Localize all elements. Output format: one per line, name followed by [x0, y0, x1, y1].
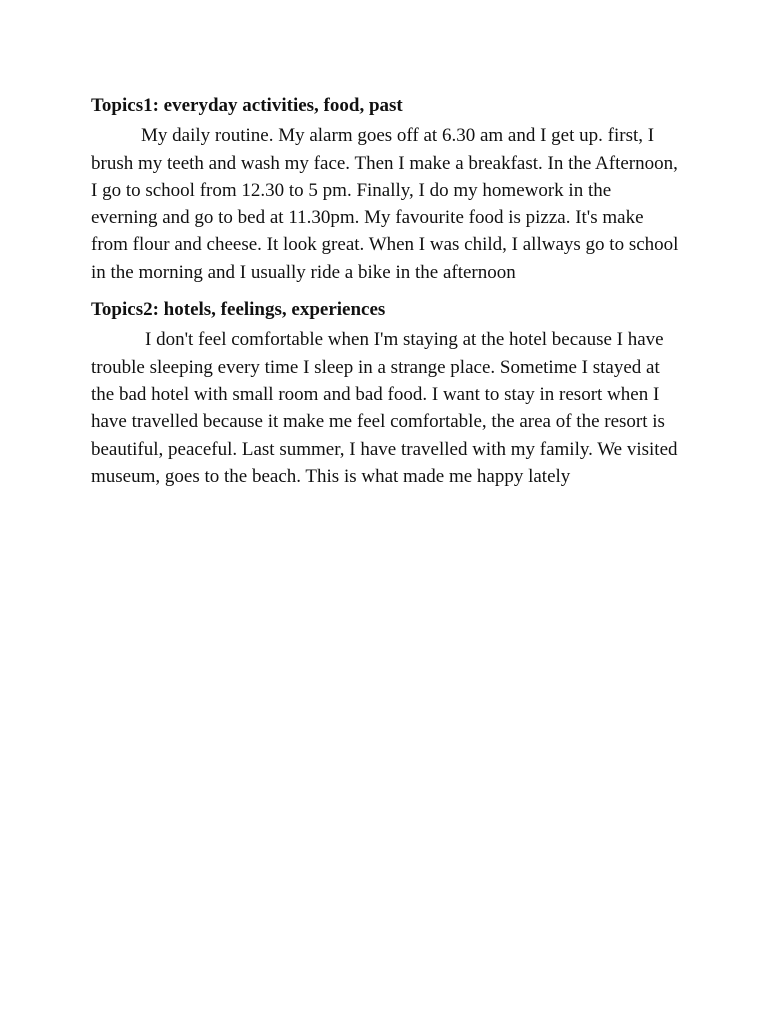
section-paragraph-topics1: My daily routine. My alarm goes off at 6.30 am and I get up. first, I brush my teeth and wash my face. Then I make a breakfast. In the Afternoon, I go to school from 12.30 to 5 pm. Finally, I do my homework in the everning and go to bed at 11.30pm. My favourite food is pizza. It's make from flour and cheese. It look great. When I was child, I allways go to school in the morning and I usually ride a bike in the afternoon: [91, 125, 679, 283]
section-heading-topics1: Topics1: everyday activities, food, past: [91, 95, 403, 116]
section-paragraph-topics2: I don't feel comfortable when I'm staying at the hotel because I have trouble sleeping every time I sleep in a strange place. Sometime I stayed at the bad hotel with small room and bad food. I want to stay in resort when I have travelled because it make me feel comfortable, the area of the resort is beautiful, peaceful. Last summer, I have travelled with my family. We visited museum, goes to the beach. This is what made me happy lately: [91, 329, 678, 487]
document-body: [91, 92, 681, 490]
section-heading-topics2: Topics2: hotels, feelings, experiences: [91, 299, 386, 321]
